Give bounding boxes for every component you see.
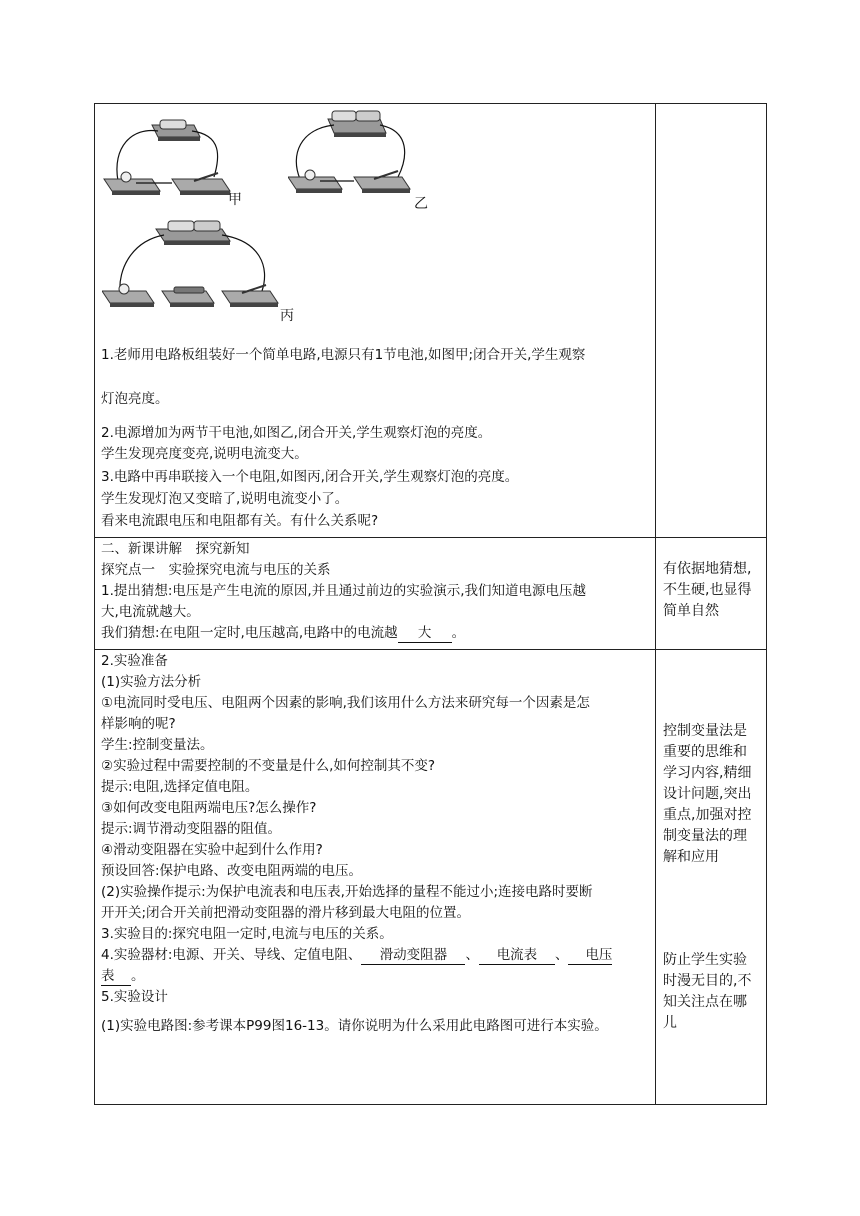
circuit-figure-jia: [102, 117, 232, 203]
prep-line: 样影响的呢?: [101, 716, 176, 732]
equipment-separator: 、: [465, 947, 479, 963]
intro-line-2: 2.电源增加为两节干电池,如图乙,闭合开关,学生观察灯泡的亮度。: [101, 425, 492, 441]
row-divider-1: [94, 537, 767, 538]
note-line: 简单自然: [663, 603, 719, 619]
row-divider-2: [94, 649, 767, 650]
figure-label-bing: 丙: [280, 308, 294, 324]
guess-line-b: 大,电流就越大。: [101, 604, 200, 620]
circuit-figure-yi: [288, 107, 414, 203]
equipment-text: 4.实验器材:电源、开关、导线、定值电阻、: [101, 947, 362, 963]
prep-line: ①电流同时受电压、电阻两个因素的影响,我们该用什么方法来研究每一个因素是怎: [101, 695, 590, 711]
prep-line: ④滑动变阻器在实验中起到什么作用?: [101, 842, 323, 858]
column-divider: [655, 103, 656, 1105]
guess-line-a: 1.提出猜想:电压是产生电流的原因,并且通过前边的实验演示,我们知道电源电压越: [101, 583, 587, 599]
design-heading: 5.实验设计: [101, 989, 168, 1005]
note-line: 重要的思维和: [663, 744, 747, 760]
equipment-end: 。: [131, 968, 145, 984]
prep-line: 提示:电阻,选择定值电阻。: [101, 779, 259, 795]
intro-line-4: 3.电路中再串联接入一个电阻,如图丙,闭合开关,学生观察灯泡的亮度。: [101, 469, 519, 485]
design-circuit-line: (1)实验电路图:参考课本P99图16-13。请你说明为什么采用此电路图可进行本实验。: [101, 1018, 608, 1034]
equipment-line-2: [101, 966, 653, 987]
figure-label-jia: 甲: [228, 192, 242, 208]
guess-end: 。: [451, 625, 466, 641]
note-line: 解和应用: [663, 849, 719, 865]
note-line: 制变量法的理: [663, 828, 747, 844]
section3-note-2: [663, 950, 763, 1034]
equipment-blank-ammeter: 电流表: [479, 946, 555, 965]
guess-answer-blank: 大: [398, 624, 452, 643]
note-line: 有依据地猜想,: [663, 561, 752, 577]
note-line: 学习内容,精细: [663, 765, 752, 781]
section2-cell: [101, 539, 653, 644]
prep-line: ③如何改变电阻两端电压?怎么操作?: [101, 800, 317, 816]
section-heading: 二、新课讲解 探究新知: [101, 541, 250, 557]
note-line: 设计问题,突出: [663, 786, 752, 802]
note-line: 儿: [663, 1015, 677, 1031]
note-line: 不生硬,也显得: [663, 582, 752, 598]
inquiry-point-title: 探究点一 实验探究电流与电压的关系: [101, 562, 331, 578]
intro-line-6: 看来电流跟电压和电阻都有关。有什么关系呢?: [101, 513, 379, 529]
table-border-bottom: [94, 1104, 767, 1105]
section2-note: [663, 559, 763, 622]
intro-line-5: 学生发现灯泡又变暗了,说明电流变小了。: [101, 491, 349, 507]
note-line: 重点,加强对控: [663, 807, 752, 823]
lesson-table: [94, 103, 767, 1105]
prep-line: 开开关;闭合开关前把滑动变阻器的滑片移到最大电阻的位置。: [101, 905, 471, 921]
note-line: 控制变量法是: [663, 723, 747, 739]
equipment-blank-rheostat: 滑动变阻器: [361, 946, 465, 965]
note-line: 时漫无目的,不: [663, 973, 752, 989]
section3-cell: [101, 651, 653, 1037]
circuit-figure-bing: [102, 217, 280, 317]
note-line: 知关注点在哪: [663, 994, 747, 1010]
prep-line: 提示:调节滑动变阻器的阻值。: [101, 821, 282, 837]
equipment-line: [101, 945, 653, 966]
intro-line-3: 学生发现亮度变亮,说明电流变大。: [101, 446, 308, 462]
note-line: 防止学生实验: [663, 952, 747, 968]
intro-line-1b: 灯泡亮度。: [101, 391, 169, 407]
figure-label-yi: 乙: [414, 196, 428, 212]
equipment-blank-voltmeter-a: 电压: [568, 946, 612, 965]
intro-cell: [94, 103, 655, 537]
prep-line: (1)实验方法分析: [101, 674, 202, 690]
section3-note-1: [663, 721, 763, 868]
guess-text: 我们猜想:在电阻一定时,电压越高,电路中的电流越: [101, 625, 398, 641]
prep-line: (2)实验操作提示:为保护电流表和电压表,开始选择的量程不能过小;连接电路时要断: [101, 884, 593, 900]
prep-line: 预设回答:保护电路、改变电阻两端的电压。: [101, 863, 363, 879]
intro-line-1a: 1.老师用电路板组装好一个简单电路,电源只有1节电池,如图甲;闭合开关,学生观察: [101, 347, 586, 363]
prep-line: 2.实验准备: [101, 653, 168, 669]
equipment-separator: 、: [554, 947, 569, 963]
prep-line: 学生:控制变量法。: [101, 737, 214, 753]
prep-line: 3.实验目的:探究电阻一定时,电流与电压的关系。: [101, 926, 393, 942]
guess-line-c: [101, 623, 653, 644]
table-border-right: [766, 103, 767, 1105]
equipment-blank-voltmeter-b: 表: [101, 967, 131, 986]
prep-line: ②实验过程中需要控制的不变量是什么,如何控制其不变?: [101, 758, 436, 774]
